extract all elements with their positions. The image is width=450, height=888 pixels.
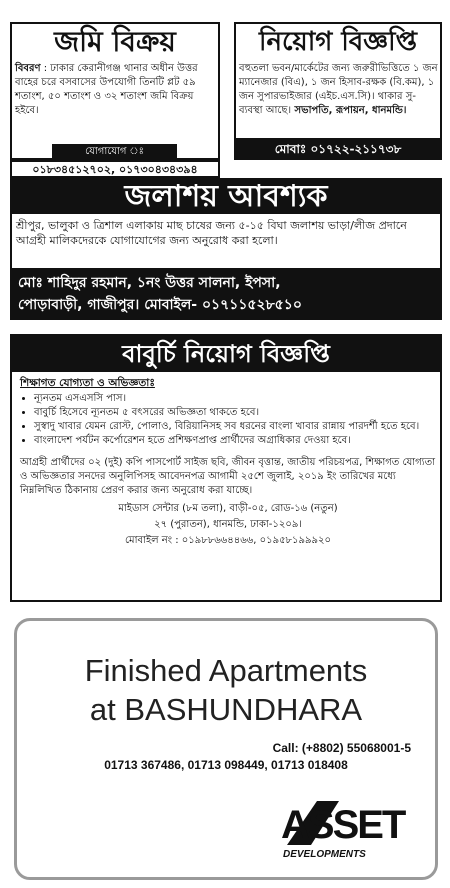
pond-address-line2: পোড়াবাড়ী, গাজীপুর। মোবাইল- ০১৭১১৫২৮৫১০ (18, 297, 302, 313)
pond-ad (10, 178, 442, 320)
cook-qualification-item: • ন্যূনতম এসএসসি পাস। (34, 392, 436, 406)
cook-qualification-list (20, 392, 436, 448)
asset-numbers: 01713 367486, 01713 098449, 01713 018408 (104, 758, 348, 772)
land-sale-body-text: : ঢাকার কেরানীগঞ্জ থানার অধীন উত্তর বাহের চরে বসবাসের উপযোগী তিনটি প্লট ৫৯ শতাংশ, ৫০ শতাংশ ও ৩২ শতাংশ জমি বিক্রয় হইবে। (15, 63, 198, 116)
pond-address (10, 268, 442, 320)
cook-title: বাবুর্চি নিয়োগ বিজ্ঞপ্তি (12, 336, 440, 372)
asset-logo (277, 797, 407, 873)
recruitment-body (239, 62, 439, 118)
cook-qualification-title: শিক্ষাগত যোগ্যতা ও অভিজ্ঞতাঃ (20, 377, 155, 389)
asset-title-line2: at BASHUNDHARA (89, 692, 363, 727)
cook-qualification-item: • বাবুর্চি হিসেবে ন্যূনতম ৫ বৎসরের অভিজ্ঞতা থাকতে হবে। (34, 406, 436, 420)
asset-call: Call: (+8802) 55068001-5 (272, 741, 411, 755)
asset-logo-sub: DEVELOPMENTS (283, 849, 366, 860)
cook-mobile: মোবাইল নং : ০১৯৮৮৬৬৪৪৬৬, ০১৯৫৮১৯৯৯২০ (124, 535, 332, 546)
cook-address-line2: ২৭ (পুরাতন), ধানমন্ডি, ঢাকা-১২০৯। (154, 519, 302, 530)
asset-logo-text: ASSET (281, 803, 405, 847)
pond-address-line1: মোঃ শাহিদুর রহমান, ১নং উত্তর সালনা, ইপসা, (18, 275, 281, 291)
pond-body: শ্রীপুর, ভালুকা ও ত্রিশাল এলাকায় মাছ চাষের জন্য ৫-১৫ বিঘা জলাশয় ভাড়া/লীজ প্রদানে আগ্রহী মালিকদেরকে যোগাযোগের জন্য অনুরোধ করা হলো। (16, 219, 407, 247)
asset-title-line1: Finished Apartments (84, 653, 368, 688)
land-sale-phones: ০১৮৩৪৫১২৭০২, ০১৭৩০৪৩৪৩৯৪ (10, 160, 220, 178)
cook-address-line1: মাইডাস সেন্টার (৮ম তলা), বাড়ী-০৫, রোড-১৬ (নতুন) (118, 503, 338, 514)
recruitment-mobile: মোবাঃ ০১৭২২-২১১৭৩৮ (234, 138, 442, 160)
cook-application: আগ্রহী প্রার্থীদের ০২ (দুই) কপি পাসপোর্ট সাইজ ছবি, জীবন বৃত্তান্ত, জাতীয় পরিচয়পত্র, শিক্ষাগত যোগ্যতা ও অভিজ্ঞতার সনদের অনুলিপিসহ আবেদনপত্র আগামী ২৫শে জুলাই, ২০১৯ ইং তারিখের মধ্যে নিম্নলিখিত ঠিকানায় প্রেরণ করার জন্য অনুরোধ করা যাচ্ছে। (20, 457, 436, 496)
recruitment-ad (234, 22, 442, 160)
asset-ad (14, 618, 438, 880)
land-sale-body-label: বিবরণ (15, 63, 41, 74)
recruitment-signature: সভাপতি, রূপায়ন, ধানমন্ডি। (291, 105, 407, 116)
asset-title (17, 651, 435, 729)
land-sale-ad (10, 22, 220, 176)
cook-ad (10, 334, 442, 602)
land-sale-body (15, 62, 217, 118)
recruitment-body-text: বহুতলা ভবন/মার্কেটের জন্য জরুরীভিত্তিতে ১ জন ম্যানেজার (বিএ), ১ জন হিসাব-রক্ষক (বি.কম), ১ জন সুপারভাইজার (এইচ.এস.সি)। থাকার সু-ব্যবস্থা আছে। (239, 63, 438, 116)
land-sale-title: জমি বিক্রয় (54, 25, 176, 58)
cook-content (20, 376, 436, 548)
recruitment-title: নিয়োগ বিজ্ঞপ্তি (259, 27, 417, 57)
land-sale-contact-label: যোগাযোগ ঃ (52, 144, 177, 159)
pond-title: জলাশয় আবশ্যক (12, 180, 440, 214)
cook-qualification-item: • বাংলাদেশ পর্যটন কর্পোরেশন হতে প্রশিক্ষণপ্রাপ্ত প্রার্থীদের অগ্রাধিকার দেওয়া হবে। (34, 434, 436, 448)
cook-qualification-item: • সুস্বাদু খাবার যেমন রোস্ট, পোলাও, বিরিয়ানিসহ সব ধরনের বাংলা খাবার রান্নায় পারদর্শী হতে হবে। (34, 420, 436, 434)
